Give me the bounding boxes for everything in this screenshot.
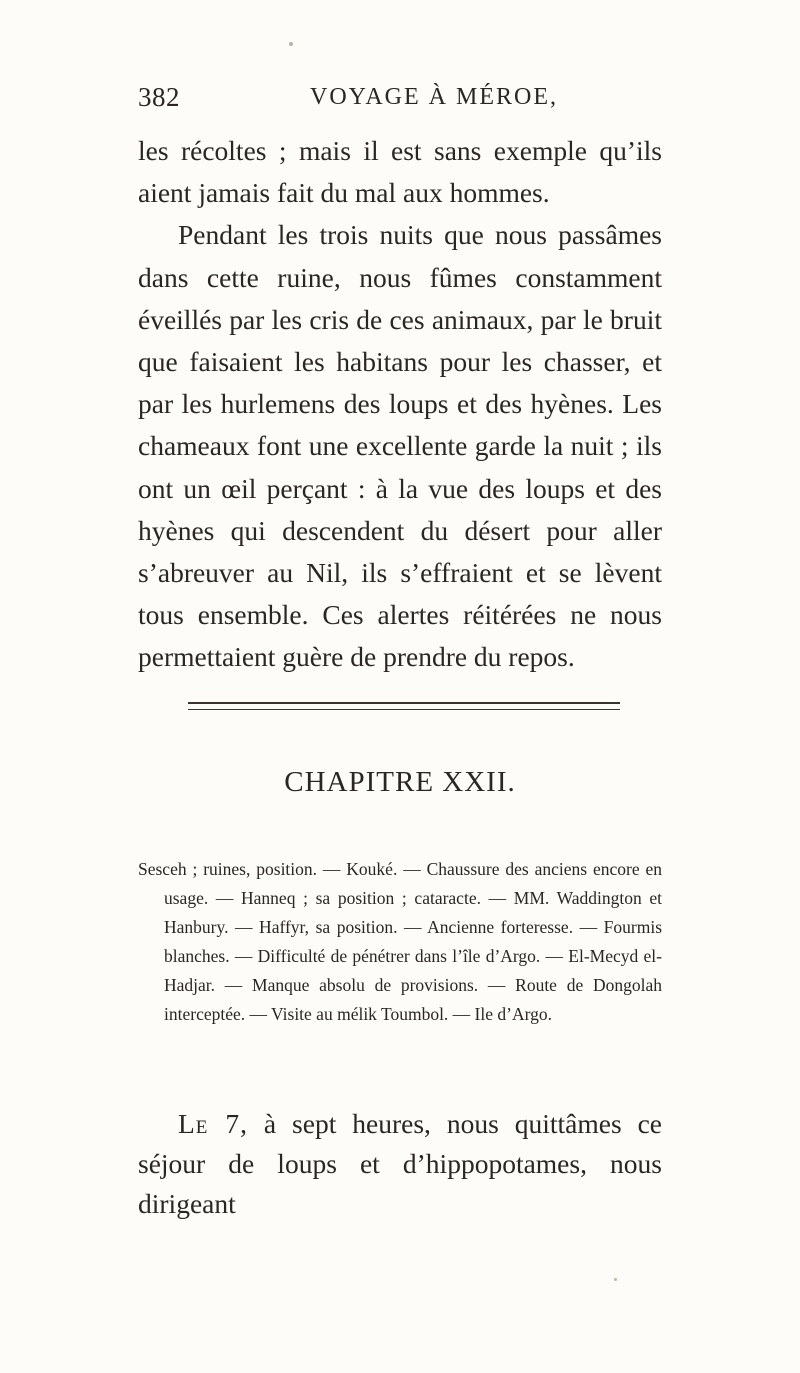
divider-rule-thick [188,702,620,704]
running-title: VOYAGE À MÉROE, [310,84,558,110]
chapter-summary [138,855,662,1029]
paper-speck [614,1278,617,1281]
chapter-summary-text: Sesceh ; ruines, position. — Kouké. — Chaussure des anciens encore en usage. — Hanneq ; sa position ; cataracte. — MM. Waddington et Hanbury. — Haffyr, sa position. — Ancienne forteresse. — Fourmis blanches. — Difficulté de pénétrer dans l’île d’Argo. — El-Mecyd el-Hadjar. — Manque absolu de provisions. — Route de Dongolah interceptée. — Visite au mélik Toumbol. — Ile d’Argo. [138,859,662,1024]
opening-paragraph [138,1104,662,1224]
divider-rule-thin [188,709,620,710]
page-header [138,82,658,122]
chapter-divider [188,702,620,710]
opening-lead: Le 7, [178,1108,248,1139]
opening-text: à sept heures, nous quittâmes ce séjour de loups et d’hippopotames, nous dirigeant [138,1108,662,1219]
chapter-opening [138,1104,662,1224]
body-text [138,130,662,679]
paragraph-continuation: les récoltes ; mais il est sans exemple qu’ils aient jamais fait du mal aux hommes. [138,135,662,209]
page-number: 382 [138,82,180,112]
chapter-title: CHAPITRE XXII. [284,766,516,798]
paragraph-nights: Pendant les trois nuits que nous passâmes dans cette ruine, nous fûmes constamment éveillés par les cris de ces animaux, par le bruit que faisaient les habitans pour les chasser, et par les hurlemens des loups et des hyènes. Les chameaux font une excellente garde la nuit ; ils ont un œil perçant : à la vue des loups et des hyènes qui descendent du désert pour aller s’abreuver au Nil, ils s’effraient et se lèvent tous ensemble. Ces alertes réitérées ne nous permettaient guère de prendre du repos. [138,219,662,673]
paper-speck [289,42,293,46]
